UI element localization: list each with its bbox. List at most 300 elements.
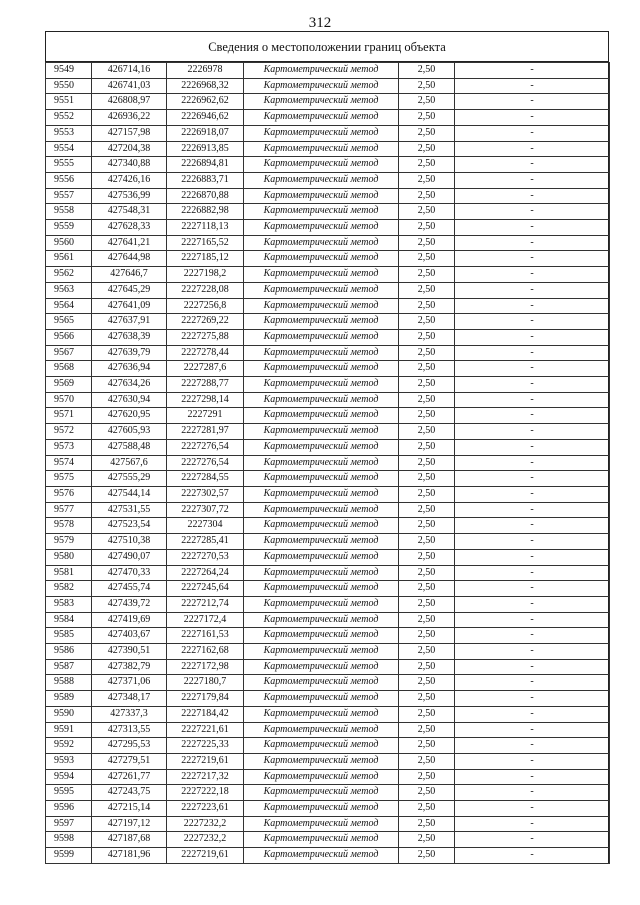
y-coordinate-cell: 2227185,12 bbox=[167, 251, 244, 267]
x-coordinate-cell: 427636,94 bbox=[92, 361, 167, 377]
x-coordinate-cell: 427261,77 bbox=[92, 769, 167, 785]
note-cell: - bbox=[455, 314, 610, 330]
point-number-cell: 9559 bbox=[46, 220, 92, 236]
x-coordinate-cell: 427348,17 bbox=[92, 691, 167, 707]
x-coordinate-cell: 427403,67 bbox=[92, 628, 167, 644]
method-cell: Картометрический метод bbox=[244, 63, 399, 79]
y-coordinate-cell: 2227217,32 bbox=[167, 769, 244, 785]
x-coordinate-cell: 426808,97 bbox=[92, 94, 167, 110]
y-coordinate-cell: 2227179,84 bbox=[167, 691, 244, 707]
y-coordinate-cell: 2226883,71 bbox=[167, 172, 244, 188]
method-cell: Картометрический метод bbox=[244, 439, 399, 455]
note-cell: - bbox=[455, 455, 610, 471]
table-row bbox=[46, 329, 610, 345]
table-row bbox=[46, 267, 610, 283]
point-number-cell: 9595 bbox=[46, 785, 92, 801]
method-cell: Картометрический метод bbox=[244, 408, 399, 424]
y-coordinate-cell: 2227288,77 bbox=[167, 377, 244, 393]
point-number-cell: 9592 bbox=[46, 738, 92, 754]
point-number-cell: 9584 bbox=[46, 612, 92, 628]
method-cell: Картометрический метод bbox=[244, 832, 399, 848]
x-coordinate-cell: 427644,98 bbox=[92, 251, 167, 267]
table-row bbox=[46, 63, 610, 79]
accuracy-cell: 2,50 bbox=[399, 110, 455, 126]
x-coordinate-cell: 427470,33 bbox=[92, 565, 167, 581]
y-coordinate-cell: 2227184,42 bbox=[167, 706, 244, 722]
method-cell: Картометрический метод bbox=[244, 110, 399, 126]
table-body bbox=[46, 63, 610, 864]
y-coordinate-cell: 2227232,2 bbox=[167, 832, 244, 848]
section-title: Сведения о местоположении границ объекта bbox=[46, 32, 608, 62]
point-number-cell: 9570 bbox=[46, 392, 92, 408]
point-number-cell: 9588 bbox=[46, 675, 92, 691]
table-row bbox=[46, 282, 610, 298]
table-row bbox=[46, 361, 610, 377]
method-cell: Картометрический метод bbox=[244, 141, 399, 157]
x-coordinate-cell: 427531,55 bbox=[92, 502, 167, 518]
point-number-cell: 9597 bbox=[46, 816, 92, 832]
note-cell: - bbox=[455, 172, 610, 188]
table-row bbox=[46, 251, 610, 267]
accuracy-cell: 2,50 bbox=[399, 78, 455, 94]
note-cell: - bbox=[455, 549, 610, 565]
point-number-cell: 9555 bbox=[46, 157, 92, 173]
note-cell: - bbox=[455, 832, 610, 848]
x-coordinate-cell: 427645,29 bbox=[92, 282, 167, 298]
note-cell: - bbox=[455, 110, 610, 126]
y-coordinate-cell: 2227219,61 bbox=[167, 753, 244, 769]
x-coordinate-cell: 427187,68 bbox=[92, 832, 167, 848]
x-coordinate-cell: 427419,69 bbox=[92, 612, 167, 628]
method-cell: Картометрический метод bbox=[244, 534, 399, 550]
point-number-cell: 9560 bbox=[46, 235, 92, 251]
table-row bbox=[46, 424, 610, 440]
y-coordinate-cell: 2227161,53 bbox=[167, 628, 244, 644]
point-number-cell: 9582 bbox=[46, 581, 92, 597]
accuracy-cell: 2,50 bbox=[399, 471, 455, 487]
accuracy-cell: 2,50 bbox=[399, 738, 455, 754]
table-row bbox=[46, 581, 610, 597]
x-coordinate-cell: 427157,98 bbox=[92, 125, 167, 141]
y-coordinate-cell: 2227245,64 bbox=[167, 581, 244, 597]
accuracy-cell: 2,50 bbox=[399, 785, 455, 801]
x-coordinate-cell: 427313,55 bbox=[92, 722, 167, 738]
accuracy-cell: 2,50 bbox=[399, 392, 455, 408]
method-cell: Картометрический метод bbox=[244, 848, 399, 864]
y-coordinate-cell: 2227304 bbox=[167, 518, 244, 534]
x-coordinate-cell: 427641,21 bbox=[92, 235, 167, 251]
y-coordinate-cell: 2226918,07 bbox=[167, 125, 244, 141]
note-cell: - bbox=[455, 235, 610, 251]
method-cell: Картометрический метод bbox=[244, 251, 399, 267]
method-cell: Картометрический метод bbox=[244, 706, 399, 722]
method-cell: Картометрический метод bbox=[244, 769, 399, 785]
accuracy-cell: 2,50 bbox=[399, 722, 455, 738]
x-coordinate-cell: 427382,79 bbox=[92, 659, 167, 675]
accuracy-cell: 2,50 bbox=[399, 63, 455, 79]
table-row bbox=[46, 408, 610, 424]
point-number-cell: 9566 bbox=[46, 329, 92, 345]
x-coordinate-cell: 427637,91 bbox=[92, 314, 167, 330]
note-cell: - bbox=[455, 220, 610, 236]
y-coordinate-cell: 2227298,14 bbox=[167, 392, 244, 408]
x-coordinate-cell: 427337,3 bbox=[92, 706, 167, 722]
note-cell: - bbox=[455, 659, 610, 675]
table-row bbox=[46, 486, 610, 502]
accuracy-cell: 2,50 bbox=[399, 706, 455, 722]
accuracy-cell: 2,50 bbox=[399, 659, 455, 675]
x-coordinate-cell: 427628,33 bbox=[92, 220, 167, 236]
table-row bbox=[46, 220, 610, 236]
table-row bbox=[46, 188, 610, 204]
point-number-cell: 9551 bbox=[46, 94, 92, 110]
y-coordinate-cell: 2227269,22 bbox=[167, 314, 244, 330]
table-row bbox=[46, 78, 610, 94]
note-cell: - bbox=[455, 125, 610, 141]
note-cell: - bbox=[455, 78, 610, 94]
table-row bbox=[46, 848, 610, 864]
x-coordinate-cell: 426714,16 bbox=[92, 63, 167, 79]
accuracy-cell: 2,50 bbox=[399, 204, 455, 220]
point-number-cell: 9578 bbox=[46, 518, 92, 534]
accuracy-cell: 2,50 bbox=[399, 549, 455, 565]
method-cell: Картометрический метод bbox=[244, 502, 399, 518]
y-coordinate-cell: 2227287,6 bbox=[167, 361, 244, 377]
accuracy-cell: 2,50 bbox=[399, 94, 455, 110]
y-coordinate-cell: 2227285,41 bbox=[167, 534, 244, 550]
point-number-cell: 9569 bbox=[46, 377, 92, 393]
point-number-cell: 9598 bbox=[46, 832, 92, 848]
x-coordinate-cell: 427295,53 bbox=[92, 738, 167, 754]
point-number-cell: 9571 bbox=[46, 408, 92, 424]
accuracy-cell: 2,50 bbox=[399, 832, 455, 848]
table-row bbox=[46, 110, 610, 126]
y-coordinate-cell: 2227302,57 bbox=[167, 486, 244, 502]
y-coordinate-cell: 2227228,08 bbox=[167, 282, 244, 298]
method-cell: Картометрический метод bbox=[244, 801, 399, 817]
note-cell: - bbox=[455, 392, 610, 408]
method-cell: Картометрический метод bbox=[244, 549, 399, 565]
accuracy-cell: 2,50 bbox=[399, 235, 455, 251]
x-coordinate-cell: 427641,09 bbox=[92, 298, 167, 314]
note-cell: - bbox=[455, 644, 610, 660]
table-row bbox=[46, 596, 610, 612]
y-coordinate-cell: 2227165,52 bbox=[167, 235, 244, 251]
point-number-cell: 9579 bbox=[46, 534, 92, 550]
table-row bbox=[46, 471, 610, 487]
boundary-coordinates-table bbox=[45, 62, 610, 864]
method-cell: Картометрический метод bbox=[244, 267, 399, 283]
y-coordinate-cell: 2226882,98 bbox=[167, 204, 244, 220]
x-coordinate-cell: 427197,12 bbox=[92, 816, 167, 832]
point-number-cell: 9558 bbox=[46, 204, 92, 220]
accuracy-cell: 2,50 bbox=[399, 377, 455, 393]
note-cell: - bbox=[455, 706, 610, 722]
x-coordinate-cell: 427426,16 bbox=[92, 172, 167, 188]
method-cell: Картометрический метод bbox=[244, 94, 399, 110]
point-number-cell: 9572 bbox=[46, 424, 92, 440]
x-coordinate-cell: 427638,39 bbox=[92, 329, 167, 345]
note-cell: - bbox=[455, 612, 610, 628]
x-coordinate-cell: 427634,26 bbox=[92, 377, 167, 393]
point-number-cell: 9573 bbox=[46, 439, 92, 455]
x-coordinate-cell: 427523,54 bbox=[92, 518, 167, 534]
point-number-cell: 9581 bbox=[46, 565, 92, 581]
note-cell: - bbox=[455, 848, 610, 864]
point-number-cell: 9586 bbox=[46, 644, 92, 660]
note-cell: - bbox=[455, 722, 610, 738]
point-number-cell: 9565 bbox=[46, 314, 92, 330]
table-row bbox=[46, 691, 610, 707]
method-cell: Картометрический метод bbox=[244, 361, 399, 377]
method-cell: Картометрический метод bbox=[244, 235, 399, 251]
x-coordinate-cell: 427204,38 bbox=[92, 141, 167, 157]
method-cell: Картометрический метод bbox=[244, 644, 399, 660]
method-cell: Картометрический метод bbox=[244, 581, 399, 597]
table-row bbox=[46, 235, 610, 251]
table-row bbox=[46, 738, 610, 754]
note-cell: - bbox=[455, 769, 610, 785]
accuracy-cell: 2,50 bbox=[399, 596, 455, 612]
point-number-cell: 9591 bbox=[46, 722, 92, 738]
x-coordinate-cell: 427605,93 bbox=[92, 424, 167, 440]
point-number-cell: 9552 bbox=[46, 110, 92, 126]
note-cell: - bbox=[455, 94, 610, 110]
y-coordinate-cell: 2227284,55 bbox=[167, 471, 244, 487]
table-row bbox=[46, 502, 610, 518]
table-row bbox=[46, 298, 610, 314]
x-coordinate-cell: 427243,75 bbox=[92, 785, 167, 801]
note-cell: - bbox=[455, 439, 610, 455]
point-number-cell: 9596 bbox=[46, 801, 92, 817]
y-coordinate-cell: 2227118,13 bbox=[167, 220, 244, 236]
method-cell: Картометрический метод bbox=[244, 753, 399, 769]
x-coordinate-cell: 427390,51 bbox=[92, 644, 167, 660]
table-row bbox=[46, 392, 610, 408]
y-coordinate-cell: 2227172,98 bbox=[167, 659, 244, 675]
accuracy-cell: 2,50 bbox=[399, 612, 455, 628]
note-cell: - bbox=[455, 141, 610, 157]
point-number-cell: 9599 bbox=[46, 848, 92, 864]
table-row bbox=[46, 675, 610, 691]
note-cell: - bbox=[455, 675, 610, 691]
point-number-cell: 9577 bbox=[46, 502, 92, 518]
table-row bbox=[46, 785, 610, 801]
y-coordinate-cell: 2226870,88 bbox=[167, 188, 244, 204]
method-cell: Картометрический метод bbox=[244, 612, 399, 628]
accuracy-cell: 2,50 bbox=[399, 361, 455, 377]
table-row bbox=[46, 659, 610, 675]
table-row bbox=[46, 172, 610, 188]
x-coordinate-cell: 427555,29 bbox=[92, 471, 167, 487]
method-cell: Картометрический метод bbox=[244, 722, 399, 738]
note-cell: - bbox=[455, 816, 610, 832]
accuracy-cell: 2,50 bbox=[399, 486, 455, 502]
accuracy-cell: 2,50 bbox=[399, 675, 455, 691]
page-number: 312 bbox=[308, 15, 332, 31]
x-coordinate-cell: 427544,14 bbox=[92, 486, 167, 502]
table-row bbox=[46, 518, 610, 534]
method-cell: Картометрический метод bbox=[244, 424, 399, 440]
note-cell: - bbox=[455, 628, 610, 644]
table-row bbox=[46, 801, 610, 817]
y-coordinate-cell: 2227281,97 bbox=[167, 424, 244, 440]
accuracy-cell: 2,50 bbox=[399, 628, 455, 644]
y-coordinate-cell: 2226962,62 bbox=[167, 94, 244, 110]
accuracy-cell: 2,50 bbox=[399, 455, 455, 471]
note-cell: - bbox=[455, 408, 610, 424]
method-cell: Картометрический метод bbox=[244, 392, 399, 408]
table-row bbox=[46, 141, 610, 157]
table-row bbox=[46, 612, 610, 628]
point-number-cell: 9574 bbox=[46, 455, 92, 471]
point-number-cell: 9561 bbox=[46, 251, 92, 267]
accuracy-cell: 2,50 bbox=[399, 848, 455, 864]
point-number-cell: 9557 bbox=[46, 188, 92, 204]
accuracy-cell: 2,50 bbox=[399, 172, 455, 188]
method-cell: Картометрический метод bbox=[244, 345, 399, 361]
accuracy-cell: 2,50 bbox=[399, 691, 455, 707]
method-cell: Картометрический метод bbox=[244, 455, 399, 471]
y-coordinate-cell: 2226946,62 bbox=[167, 110, 244, 126]
table-row bbox=[46, 706, 610, 722]
accuracy-cell: 2,50 bbox=[399, 518, 455, 534]
point-number-cell: 9589 bbox=[46, 691, 92, 707]
method-cell: Картометрический метод bbox=[244, 204, 399, 220]
y-coordinate-cell: 2227221,61 bbox=[167, 722, 244, 738]
y-coordinate-cell: 2226894,81 bbox=[167, 157, 244, 173]
accuracy-cell: 2,50 bbox=[399, 345, 455, 361]
method-cell: Картометрический метод bbox=[244, 486, 399, 502]
y-coordinate-cell: 2226978 bbox=[167, 63, 244, 79]
method-cell: Картометрический метод bbox=[244, 314, 399, 330]
point-number-cell: 9553 bbox=[46, 125, 92, 141]
y-coordinate-cell: 2227264,24 bbox=[167, 565, 244, 581]
method-cell: Картометрический метод bbox=[244, 125, 399, 141]
accuracy-cell: 2,50 bbox=[399, 329, 455, 345]
method-cell: Картометрический метод bbox=[244, 518, 399, 534]
y-coordinate-cell: 2227307,72 bbox=[167, 502, 244, 518]
x-coordinate-cell: 427646,7 bbox=[92, 267, 167, 283]
note-cell: - bbox=[455, 63, 610, 79]
y-coordinate-cell: 2226913,85 bbox=[167, 141, 244, 157]
note-cell: - bbox=[455, 282, 610, 298]
y-coordinate-cell: 2227219,61 bbox=[167, 848, 244, 864]
point-number-cell: 9590 bbox=[46, 706, 92, 722]
table-row bbox=[46, 439, 610, 455]
point-number-cell: 9564 bbox=[46, 298, 92, 314]
accuracy-cell: 2,50 bbox=[399, 188, 455, 204]
table-row bbox=[46, 157, 610, 173]
table-row bbox=[46, 314, 610, 330]
y-coordinate-cell: 2227225,33 bbox=[167, 738, 244, 754]
accuracy-cell: 2,50 bbox=[399, 251, 455, 267]
accuracy-cell: 2,50 bbox=[399, 801, 455, 817]
accuracy-cell: 2,50 bbox=[399, 125, 455, 141]
accuracy-cell: 2,50 bbox=[399, 753, 455, 769]
table-row bbox=[46, 722, 610, 738]
y-coordinate-cell: 2227198,2 bbox=[167, 267, 244, 283]
accuracy-cell: 2,50 bbox=[399, 141, 455, 157]
method-cell: Картометрический метод bbox=[244, 157, 399, 173]
table-row bbox=[46, 377, 610, 393]
note-cell: - bbox=[455, 204, 610, 220]
accuracy-cell: 2,50 bbox=[399, 298, 455, 314]
method-cell: Картометрический метод bbox=[244, 628, 399, 644]
note-cell: - bbox=[455, 424, 610, 440]
note-cell: - bbox=[455, 267, 610, 283]
table-row bbox=[46, 769, 610, 785]
method-cell: Картометрический метод bbox=[244, 377, 399, 393]
x-coordinate-cell: 427371,06 bbox=[92, 675, 167, 691]
point-number-cell: 9575 bbox=[46, 471, 92, 487]
note-cell: - bbox=[455, 345, 610, 361]
x-coordinate-cell: 427567,6 bbox=[92, 455, 167, 471]
table-row bbox=[46, 753, 610, 769]
method-cell: Картометрический метод bbox=[244, 596, 399, 612]
y-coordinate-cell: 2227278,44 bbox=[167, 345, 244, 361]
method-cell: Картометрический метод bbox=[244, 738, 399, 754]
boundary-table-frame bbox=[45, 31, 609, 864]
x-coordinate-cell: 427181,96 bbox=[92, 848, 167, 864]
x-coordinate-cell: 427340,88 bbox=[92, 157, 167, 173]
table-row bbox=[46, 565, 610, 581]
note-cell: - bbox=[455, 738, 610, 754]
table-row bbox=[46, 644, 610, 660]
point-number-cell: 9554 bbox=[46, 141, 92, 157]
method-cell: Картометрический метод bbox=[244, 220, 399, 236]
y-coordinate-cell: 2227276,54 bbox=[167, 455, 244, 471]
y-coordinate-cell: 2226968,32 bbox=[167, 78, 244, 94]
note-cell: - bbox=[455, 753, 610, 769]
accuracy-cell: 2,50 bbox=[399, 314, 455, 330]
method-cell: Картометрический метод bbox=[244, 471, 399, 487]
point-number-cell: 9593 bbox=[46, 753, 92, 769]
accuracy-cell: 2,50 bbox=[399, 424, 455, 440]
accuracy-cell: 2,50 bbox=[399, 769, 455, 785]
method-cell: Картометрический метод bbox=[244, 691, 399, 707]
point-number-cell: 9576 bbox=[46, 486, 92, 502]
point-number-cell: 9585 bbox=[46, 628, 92, 644]
note-cell: - bbox=[455, 785, 610, 801]
x-coordinate-cell: 427588,48 bbox=[92, 439, 167, 455]
accuracy-cell: 2,50 bbox=[399, 581, 455, 597]
table-row bbox=[46, 204, 610, 220]
accuracy-cell: 2,50 bbox=[399, 565, 455, 581]
method-cell: Картометрический метод bbox=[244, 785, 399, 801]
point-number-cell: 9567 bbox=[46, 345, 92, 361]
note-cell: - bbox=[455, 801, 610, 817]
table-row bbox=[46, 816, 610, 832]
y-coordinate-cell: 2227212,74 bbox=[167, 596, 244, 612]
table-row bbox=[46, 94, 610, 110]
x-coordinate-cell: 427548,31 bbox=[92, 204, 167, 220]
x-coordinate-cell: 427536,99 bbox=[92, 188, 167, 204]
accuracy-cell: 2,50 bbox=[399, 644, 455, 660]
table-row bbox=[46, 455, 610, 471]
point-number-cell: 9563 bbox=[46, 282, 92, 298]
method-cell: Картометрический метод bbox=[244, 188, 399, 204]
method-cell: Картометрический метод bbox=[244, 659, 399, 675]
accuracy-cell: 2,50 bbox=[399, 534, 455, 550]
table-row bbox=[46, 628, 610, 644]
method-cell: Картометрический метод bbox=[244, 78, 399, 94]
x-coordinate-cell: 427215,14 bbox=[92, 801, 167, 817]
x-coordinate-cell: 427639,79 bbox=[92, 345, 167, 361]
x-coordinate-cell: 426936,22 bbox=[92, 110, 167, 126]
y-coordinate-cell: 2227270,53 bbox=[167, 549, 244, 565]
table-row bbox=[46, 549, 610, 565]
